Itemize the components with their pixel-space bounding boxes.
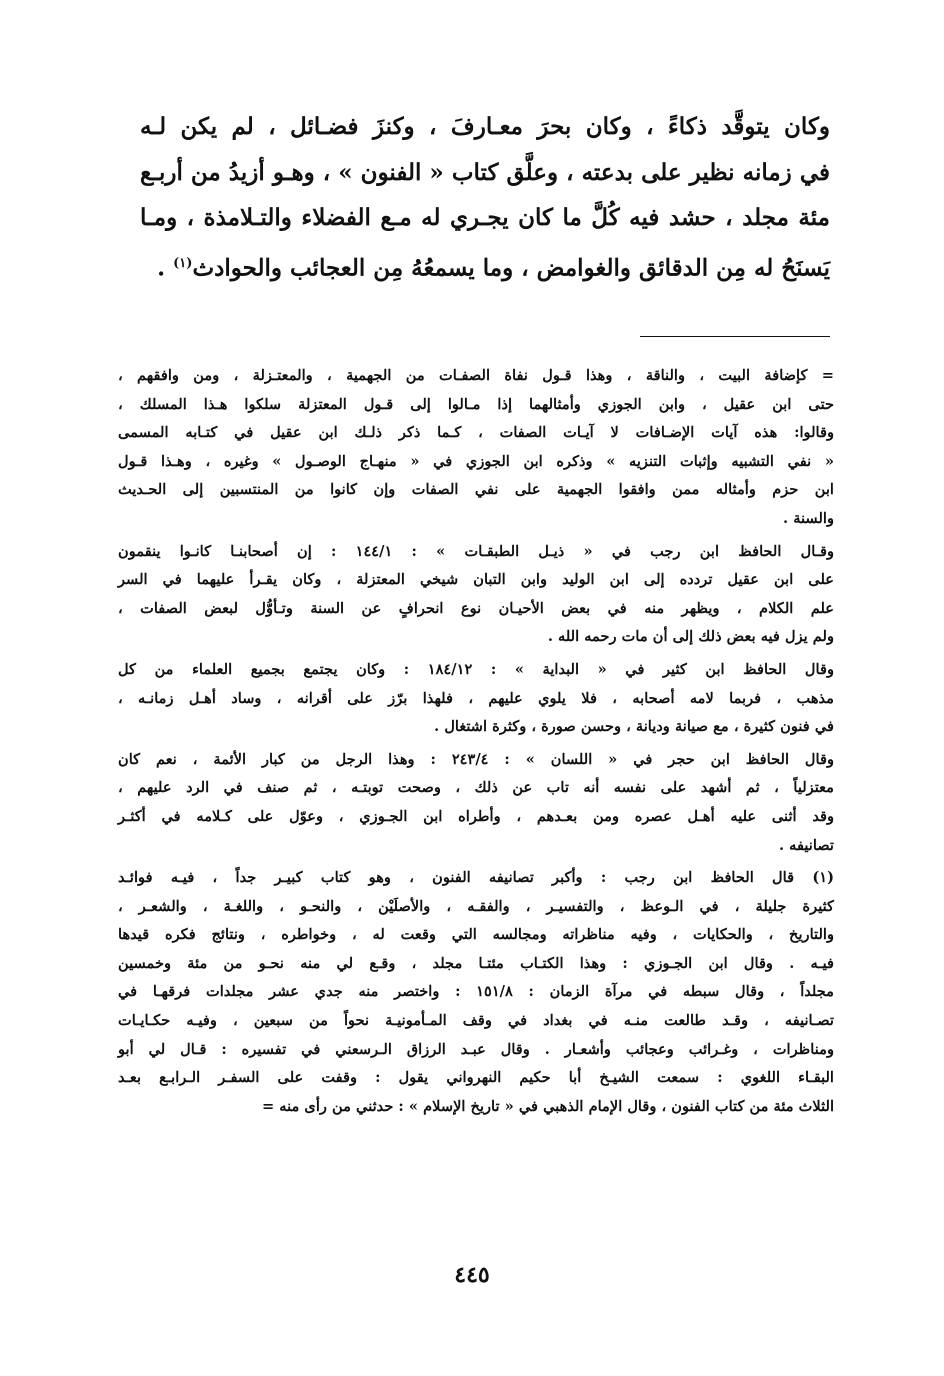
- footnote-line: وقـال الحافظ ابن رجب في « ذيـل الطبقـات » : ١٤٤/١ : إن أصحابنـا كانـوا ينقمون: [118, 542, 834, 560]
- footnote-line: البقـاء اللغوي : سمعت الشيـخ أبا حكيم النهرواني يقول : وقفت على السفـر الـرابـع بعـد: [118, 1069, 834, 1087]
- footnote-line: تصانيفه .: [779, 836, 834, 854]
- footnote-line: وقالوا: هذه آيات الإضـافات لا آيـات الصفات ، كـما ذكر ذلـك ابن عقيل في كتـابه المسمى: [118, 424, 834, 442]
- footnote-line: فيـه . وقال ابن الجـوزي : وهذا الكتـاب مئتـا مجلد ، وقـع لي منه نحـو من مئة وخمسين: [118, 954, 834, 972]
- footnote-paragraph: [118, 362, 834, 534]
- main-text-line: وكان يتوقَّد ذكاءً ، وكان بحرَ معـارفَ ، وكنزَ فضـائل ، لم يكن لـه: [140, 113, 830, 140]
- footnote-separator: [640, 336, 830, 337]
- footnote-line: والسنة .: [783, 509, 834, 527]
- footnote-line: وقد أثنى عليه أهـل عصره ومن بعـدهم ، وأطراه ابن الجـوزي ، وعوّل على كـلامه في أكثـر: [118, 807, 834, 825]
- footnote-line: ومناظرات ، وغـرائب وعجائب وأشعـار . وقال عبـد الرزاق الـرسعني في تفسيره : قـال لي أبو: [118, 1040, 834, 1058]
- footnote-line: « نفي التشبيه وإثبات التنزيه » وذكره ابن الجوزي في « منهـاج الوصـول » وغيره ، وهـذا قـول: [118, 452, 834, 470]
- footnote-paragraph: [118, 656, 834, 742]
- footnotes: [118, 362, 834, 1121]
- main-text-end: .: [157, 254, 174, 282]
- footnote-line: كثيرة جليلة ، في الـوعظ ، والتفسيـر ، والفقـه ، والأصلَيْن ، والنحـو ، واللغـة ، والشعـر ،: [118, 897, 834, 915]
- footnote-line: على ابن عقيل تردده إلى ابن الوليد وابن التبان شيخي المعتزلة ، وكان يقـرأ عليهما في السر: [118, 571, 834, 589]
- footnote-line: ولم يزل فيه بعض ذلك إلى أن مات رحمه الله .: [547, 628, 834, 646]
- main-text: [140, 104, 830, 286]
- main-text-line: يَسنَحُ له مِن الدقائق والغوامض ، وما يسمعُهُ مِن العجائب والحوادث: [192, 254, 830, 282]
- main-text-line-last: [140, 241, 830, 287]
- footnote-line: ابن حزم وأمثاله ممن وافقوا الجهمية على نفي الصفات وإن كانوا من المنتسبين إلى الحـديث: [118, 481, 834, 499]
- main-text-line: في زمانه نظير على بدعته ، وعلَّق كتاب « الفنون » ، وهـو أزيدُ من أربـع: [140, 158, 830, 186]
- footnote-line: (١) قال الحافظ ابن رجب : وأكبر تصانيفه الفنون ، وهو كتاب كبيـر جداً ، فيـه فوائـد: [118, 869, 834, 887]
- footnote-paragraph: [118, 864, 834, 1121]
- footnote-line: والتاريخ ، والحكايات ، وفيه مناظراته ومجالسه التي وقعت له ، وخواطره ، ونتائج فكره قيدها: [118, 926, 834, 944]
- footnote-line: معتزلياً ، ثم أشهد على نفسه أنه تاب عن ذلك ، وصحت توبتـه ، ثم صنف في الرد عليهم ،: [118, 779, 834, 797]
- footnote-line: = كإضافة البيت ، والناقة ، وهذا قـول نفاة الصفـات من الجهمية ، والمعتـزلة ، ومن وافقهم ،: [118, 367, 834, 384]
- footnote-reference: (١): [173, 255, 193, 271]
- footnote-line: مذهب ، فربما لامه أصحابه ، فلا يلوي عليهم ، فلهذا برّز على أقرانه ، وساد أهـل زمانـه ،: [118, 689, 834, 707]
- footnote-line: تصـانيفه ، وقـد طالعت منـه في بغداد في وقف المـأمونيـة نحواً من سبعين ، وفيـه حكـايـات: [118, 1012, 834, 1030]
- footnote-line: وقال الحافظ ابن حجر في « اللسان » : ٢٤٣/٤ : وهذا الرجل من كبار الأئمة ، نعم كان: [118, 750, 834, 768]
- footnote-line: وقال الحافظ ابن كثير في « البداية » : ١٨٤/١٢ : وكان يجتمع بجميع العلماء من كل: [118, 660, 834, 678]
- main-text-line: مئة مجلد ، حشد فيه كُلَّ ما كان يجـري له مـع الفضلاء والتـلامذة ، ومـا: [140, 204, 830, 231]
- footnote-line: حتى ابن عقيل ، وابن الجوزي وأمثالهما إذا مـالوا إلى قـول المعتزلة سلكوا هـذا المسلك ،: [118, 395, 834, 413]
- footnote-paragraph: [118, 746, 834, 860]
- footnote-paragraph: [118, 538, 834, 652]
- page-number: ٤٤٥: [454, 1262, 490, 1288]
- footnote-line: في فنون كثيرة ، مع صيانة وديانة ، وحسن صورة ، وكثرة اشتغال .: [434, 718, 834, 736]
- footnote-line: علم الكلام ، ويظهر منه في بعض الأحيـان نوع انحرافٍ عن السنة وتـأوُّل لبعض الصفات ،: [118, 599, 834, 617]
- footnote-line: مجلداً ، وقال سبطه في مرآة الزمان : ١٥١/٨ : واختصر منه جدي عشر مجلدات فرقهـا في: [118, 983, 834, 1001]
- footnote-line: الثلاث مئة من كتاب الفنون ، وقال الإمام الذهبي في « تاريخ الإسلام » : حدثني من رأى منه =: [261, 1097, 834, 1115]
